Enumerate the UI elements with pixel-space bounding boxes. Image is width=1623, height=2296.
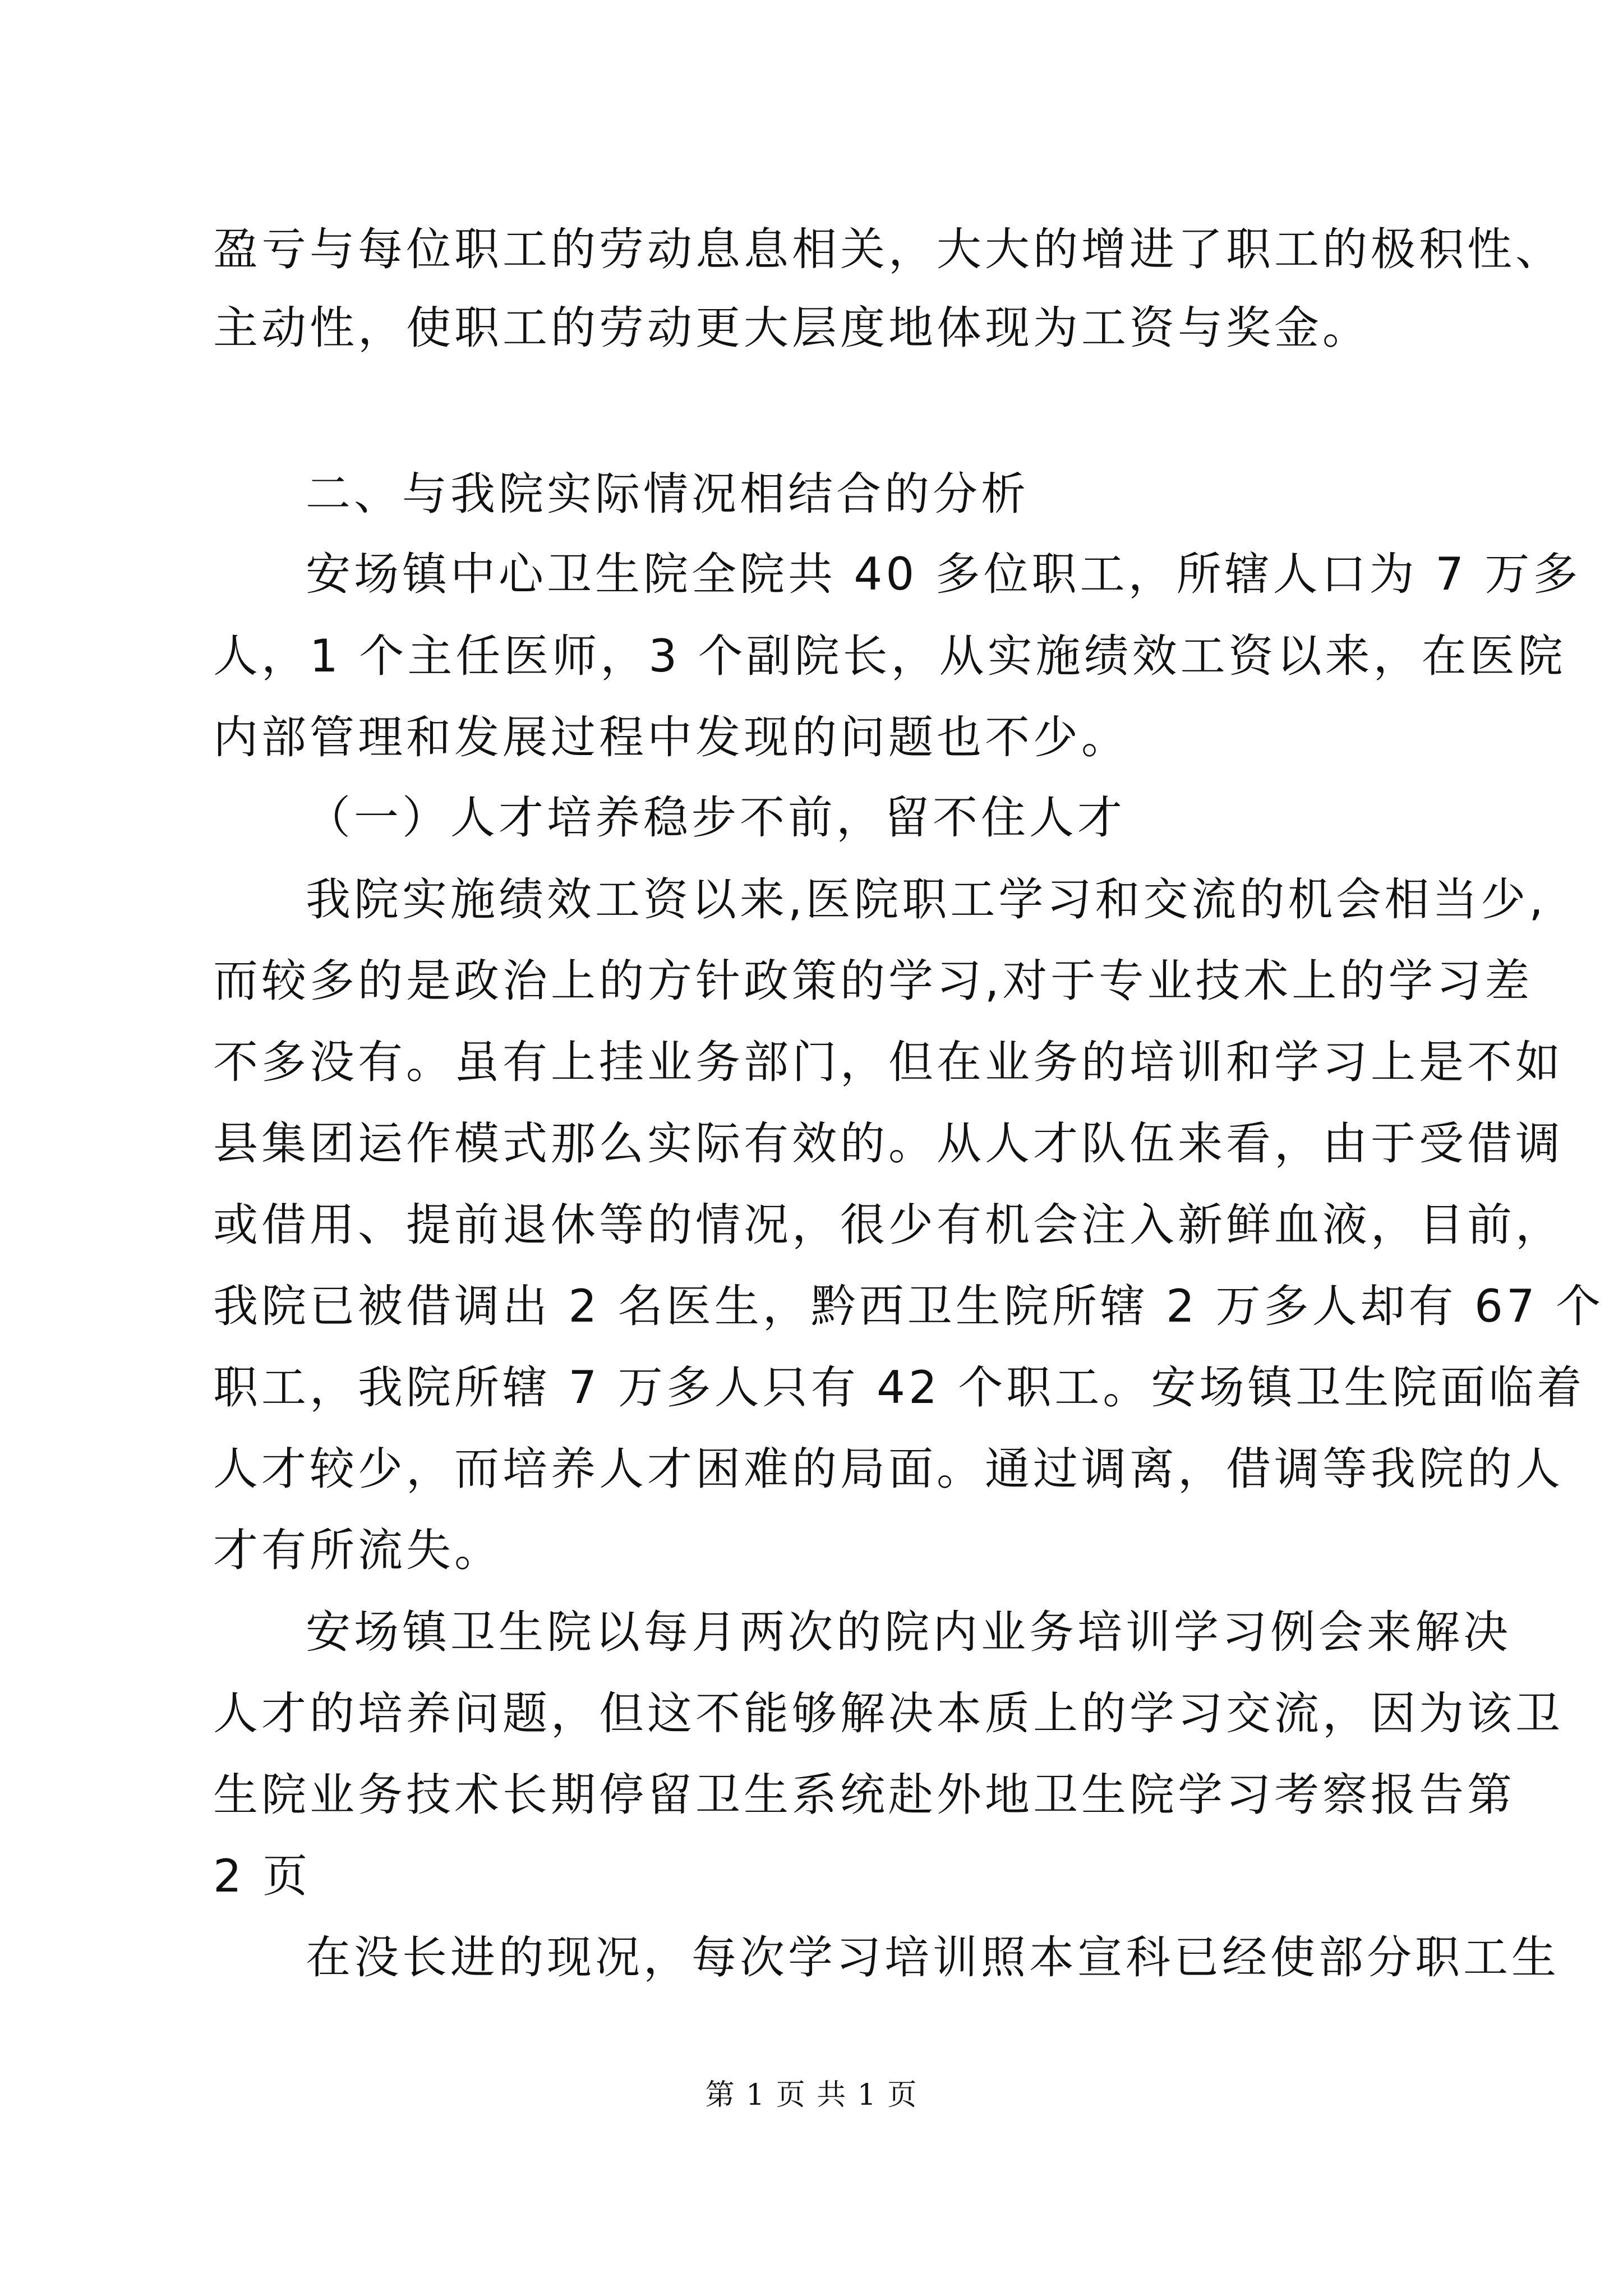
body-text-line: 不多没有。虽有上挂业务部门，但在业务的培训和学习上是不如 — [213, 1036, 1564, 1088]
body-text-line: 安场镇中心卫生院全院共 40 多位职工，所辖人口为 7 万多 — [306, 548, 1581, 600]
body-text-line: 生院业务技术长期停留卫生系统赴外地卫生院学习考察报告第 — [213, 1769, 1515, 1821]
section-heading: 二、与我院实际情况相结合的分析 — [306, 468, 1029, 520]
page-footer: 第 1 页 共 1 页 — [705, 2078, 918, 2112]
body-text-line: 而较多的是政治上的方针政策的学习,对于专业技术上的学习差 — [213, 955, 1533, 1007]
body-text-line: 内部管理和发展过程中发现的问题也不少。 — [213, 711, 1129, 763]
body-text-line: 我院已被借调出 2 名医生，黔西卫生院所辖 2 万多人却有 67 个 — [213, 1280, 1604, 1332]
body-text-line: 主动性，使职工的劳动更大层度地体现为工资与奖金。 — [213, 302, 1371, 354]
subsection-heading: （一）人才培养稳步不前，留不住人才 — [306, 792, 1126, 844]
body-text-line: 才有所流失。 — [213, 1524, 502, 1576]
body-text-line: 盈亏与每位职工的劳动息息相关，大大的增进了职工的极积性、 — [213, 223, 1564, 275]
body-text-line: 安场镇卫生院以每月两次的院内业务培训学习例会来解决 — [306, 1606, 1511, 1658]
body-text-line: 人才较少，而培养人才困难的局面。通过调离，借调等我院的人 — [213, 1443, 1564, 1495]
body-text-line: 我院实施绩效工资以来,医院职工学习和交流的机会相当少, — [306, 873, 1547, 926]
body-text-line: 职工，我院所辖 7 万多人只有 42 个职工。安场镇卫生院面临着 — [213, 1361, 1585, 1414]
body-text-line: 人才的培养问题，但这不能够解决本质上的学习交流，因为该卫 — [213, 1687, 1564, 1740]
body-text-line: 人，1 个主任医师，3 个副院长，从实施绩效工资以来，在医院 — [213, 630, 1566, 682]
body-text-line: 2 页 — [213, 1850, 311, 1902]
body-text-line: 或借用、提前退休等的情况，很少有机会注入新鲜血液，目前， — [213, 1199, 1564, 1251]
body-text-line: 在没长进的现况，每次学习培训照本宣科已经使部分职工生 — [306, 1931, 1560, 1984]
body-text-line: 县集团运作模式那么实际有效的。从人才队伍来看，由于受借调 — [213, 1117, 1564, 1170]
